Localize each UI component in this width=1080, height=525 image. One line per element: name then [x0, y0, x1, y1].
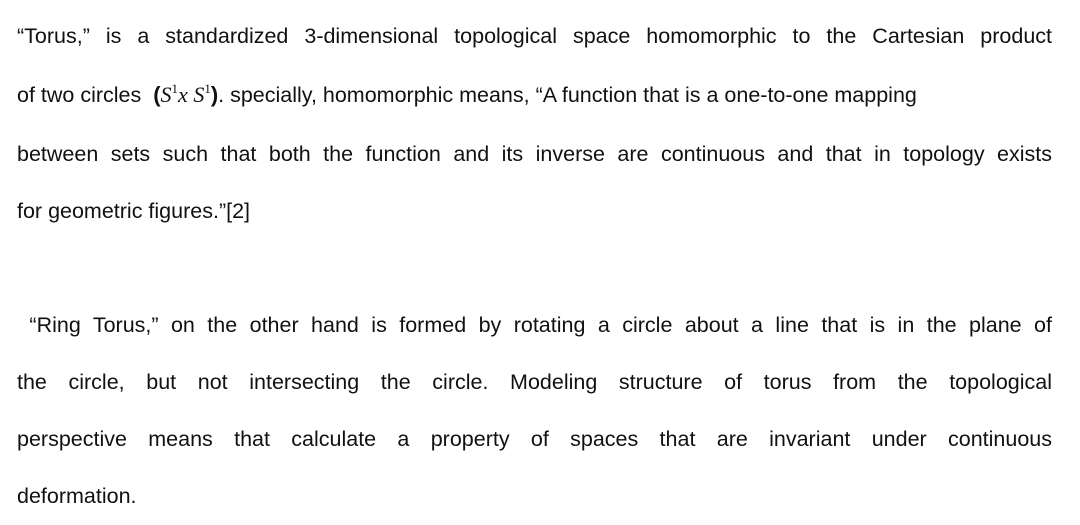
math-x: x: [178, 82, 188, 107]
math-s-1: S: [160, 82, 172, 107]
paragraph-1-line-2-suffix: . specially, homomorphic means, “A function that is a one-to-one mapping: [218, 83, 917, 107]
paragraph-1-line-4: for geometric figures.”[2]: [17, 199, 251, 223]
math-open-paren: (: [153, 82, 161, 107]
math-s-2: S: [193, 82, 205, 107]
math-sup-2: 1: [204, 81, 211, 96]
paragraph-1-line-1: “Torus,” is a standardized 3-dimensional topological space homomorphic to the Cartesian product: [17, 24, 1052, 48]
paragraph-1-line-2: [17, 80, 1052, 110]
paragraph-2-line-4: deformation.: [17, 484, 137, 508]
paragraph-1-line-2-prefix: of two circles: [17, 83, 142, 107]
math-expression: [153, 82, 218, 107]
paragraph-2-line-1: “Ring Torus,” on the other hand is formed by rotating a circle about a line that is in the plane of: [17, 313, 1052, 337]
paragraph-2-line-2: the circle, but not intersecting the circle. Modeling structure of torus from the topological: [17, 370, 1052, 394]
paragraph-1-line-3: between sets such that both the function and its inverse are continuous and that in topology exists: [17, 142, 1052, 166]
math-close-paren: ): [210, 82, 219, 107]
math-sup-1: 1: [171, 81, 179, 96]
paragraph-2-line-3: perspective means that calculate a property of spaces that are invariant under continuous: [17, 427, 1052, 451]
